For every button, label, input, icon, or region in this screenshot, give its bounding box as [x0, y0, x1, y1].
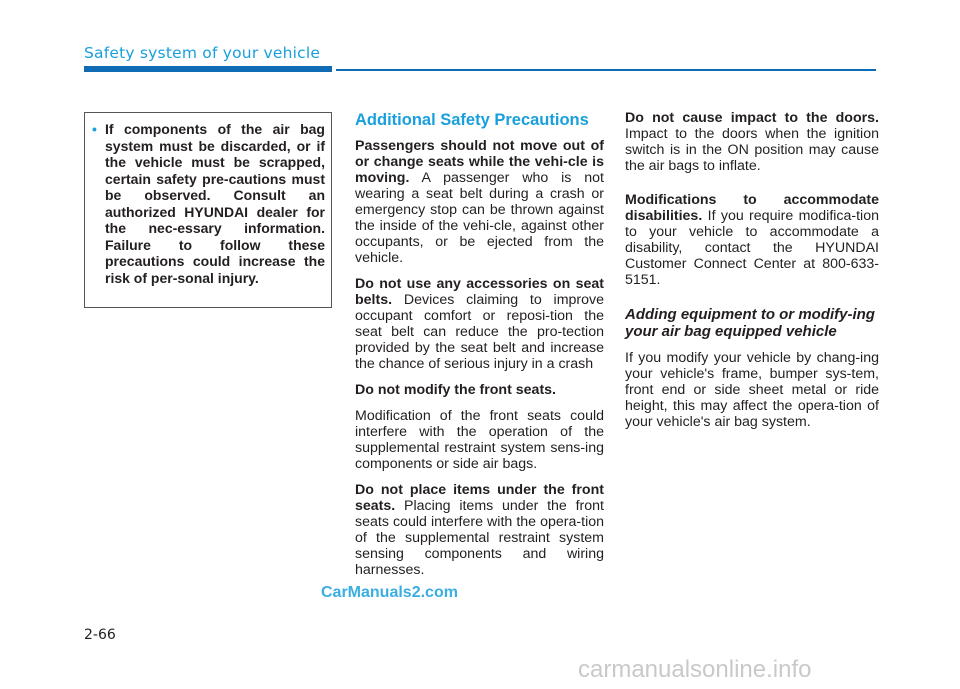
- paragraph: [355, 276, 604, 372]
- paragraph-lead: Do not place items under the front seats.: [355, 482, 604, 514]
- section-title: Additional Safety Precautions: [355, 111, 589, 129]
- subheading: Adding equipment to or modify-ing your air bag equipped vehicle: [625, 306, 875, 340]
- paragraph-body: Modification of the front seats could interfere with the operation of the supplemental restraint system sens-ing components or side air bags.: [355, 408, 604, 472]
- paragraph-lead: Do not cause impact to the doors.: [625, 110, 879, 126]
- header-bar-thin: [336, 69, 876, 71]
- watermark-text: carmanualsonline.info: [578, 656, 812, 683]
- watermark-link[interactable]: CarManuals2.com: [321, 584, 458, 601]
- paragraph-body: A passenger who is not wearing a seat belt during a crash or emergency stop can be thrown against the inside of the vehi-cle, against other occupants, or be ejected from the vehicle.: [355, 170, 604, 266]
- paragraph-lead: Passengers should not move out of or change seats while the vehi-cle is moving.: [355, 138, 604, 186]
- paragraph-body: Devices claiming to improve occupant comfort or reposi-tion the seat belt can reduce the pro-tection provided by the seat belt and increase the chance of serious injury in a crash: [355, 292, 604, 372]
- header-bar-thick: [84, 66, 332, 72]
- paragraph: [625, 192, 879, 288]
- paragraph-lead: Do not modify the front seats.: [355, 382, 556, 398]
- paragraph-body: If you require modifica-tion to your vehicle to accommodate a disability, contact the HYUNDAI Customer Connect Center at 800-633-5151.: [625, 208, 879, 288]
- paragraph: [355, 482, 604, 578]
- paragraph: [355, 382, 604, 398]
- paragraph: [355, 408, 604, 472]
- paragraph-lead: Modifications to accommodate disabilities.: [625, 192, 879, 224]
- paragraph-body: Placing items under the front seats could interfere with the opera-tion of the supplemental restraint system sensing components and wiring harnesses.: [355, 498, 604, 578]
- warning-text: If components of the air bag system must be discarded, or if the vehicle must be scrapped, certain safety pre-cautions must be observed. Consult an authorized HYUNDAI dealer for the nec-essary information. Failure to follow these precautions could increase the risk of per-sonal injury.: [105, 121, 325, 286]
- paragraph: [355, 138, 604, 266]
- page-number: 2-66: [84, 627, 116, 643]
- paragraph-body: Impact to the doors when the ignition switch is in the ON position may cause the air bags to inflate.: [625, 126, 879, 174]
- paragraph: If you modify your vehicle by chang-ing your vehicle's frame, bumper sys-tem, front end or side sheet metal or ride height, this may affect the opera-tion of your vehicle's air bag system.: [625, 350, 879, 430]
- middle-column: [355, 110, 604, 588]
- section-header-title: Safety system of your vehicle: [84, 44, 321, 62]
- warning-item: [92, 121, 325, 286]
- paragraph-lead: Do not use any accessories on seat belts.: [355, 276, 604, 308]
- warning-box: [84, 112, 332, 308]
- paragraph: [625, 110, 879, 174]
- right-column: [625, 110, 879, 440]
- bullet-icon: •: [92, 121, 97, 137]
